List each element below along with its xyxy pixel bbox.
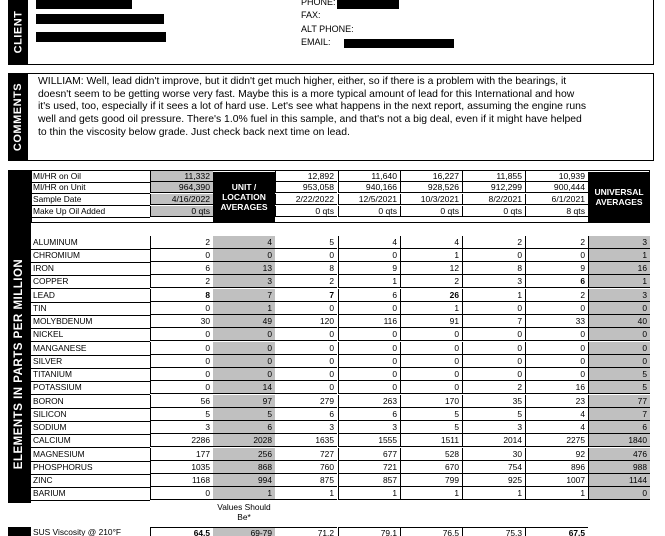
element-history: 4 — [525, 421, 588, 434]
header-history-unit: 928,526 — [400, 182, 462, 193]
element-history: 1 — [525, 487, 588, 500]
header-history-oil: 16,227 — [400, 171, 462, 182]
element-current: 0 — [150, 342, 213, 355]
element-history: 5 — [462, 408, 525, 421]
header-history-date: 2/22/2022 — [275, 194, 337, 205]
element-unit-average: 2028 — [213, 434, 275, 447]
element-history: 754 — [462, 461, 525, 474]
element-current: 2 — [150, 275, 213, 288]
viscosity-history: 79.1 — [338, 527, 400, 536]
element-history: 30 — [462, 448, 525, 461]
element-history: 6 — [338, 289, 400, 302]
element-history: 5 — [400, 408, 462, 421]
element-universal-average: 7 — [588, 408, 650, 421]
element-current: 0 — [150, 302, 213, 315]
element-name-magnesium: MAGNESIUM — [33, 449, 85, 459]
element-history: 5 — [400, 421, 462, 434]
element-current: 2 — [150, 236, 213, 249]
element-history: 0 — [525, 342, 588, 355]
element-name-potassium: POTASSIUM — [33, 382, 82, 392]
viscosity-history: 75.3 — [462, 527, 525, 536]
element-name-iron: IRON — [33, 263, 54, 273]
redacted-email — [344, 39, 454, 48]
element-history: 7 — [275, 289, 337, 302]
element-history: 279 — [275, 395, 337, 408]
element-universal-average: 1144 — [588, 474, 650, 487]
element-history: 92 — [525, 448, 588, 461]
element-universal-average: 16 — [588, 262, 650, 275]
viscosity-label: SUS Viscosity @ 210°F — [33, 527, 122, 536]
element-unit-average: 97 — [213, 395, 275, 408]
header-history-oil: 11,855 — [462, 171, 525, 182]
header-row-label: Sample Date — [33, 194, 82, 204]
element-history: 1 — [462, 289, 525, 302]
header-history-oil: 10,939 — [525, 171, 588, 182]
element-history: 120 — [275, 315, 337, 328]
element-history: 1555 — [338, 434, 400, 447]
header-row-label: Make Up Oil Added — [33, 206, 106, 216]
element-unit-average: 0 — [213, 355, 275, 368]
element-history: 0 — [275, 328, 337, 341]
header-history-unit: 900,444 — [525, 182, 588, 193]
element-name-sodium: SODIUM — [33, 422, 67, 432]
redacted-client-city — [36, 32, 166, 42]
element-history: 4 — [525, 408, 588, 421]
element-unit-average: 13 — [213, 262, 275, 275]
viscosity-history: 67.5 — [525, 527, 588, 536]
element-history: 0 — [462, 368, 525, 381]
element-history: 9 — [525, 262, 588, 275]
element-unit-average: 5 — [213, 408, 275, 421]
element-unit-average: 0 — [213, 368, 275, 381]
element-history: 3 — [462, 275, 525, 288]
element-history: 0 — [400, 381, 462, 394]
element-history: 9 — [338, 262, 400, 275]
element-current: 2286 — [150, 434, 213, 447]
element-history: 0 — [338, 381, 400, 394]
element-history: 2 — [462, 236, 525, 249]
element-history: 1511 — [400, 434, 462, 447]
element-current: 1035 — [150, 461, 213, 474]
element-universal-average: 77 — [588, 395, 650, 408]
element-history: 2 — [525, 289, 588, 302]
redacted-client-address — [36, 14, 164, 24]
element-history: 33 — [525, 315, 588, 328]
element-current: 3 — [150, 421, 213, 434]
element-history: 35 — [462, 395, 525, 408]
element-history: 1007 — [525, 474, 588, 487]
header-current-unit: 964,390 — [150, 182, 213, 193]
header-history-makeup: 0 qts — [462, 206, 525, 217]
element-history: 0 — [338, 368, 400, 381]
element-history: 0 — [338, 328, 400, 341]
viscosity-should-be: 69-79 — [213, 527, 275, 536]
element-history: 0 — [462, 249, 525, 262]
element-universal-average: 0 — [588, 355, 650, 368]
element-name-molybdenum: MOLYBDENUM — [33, 316, 93, 326]
element-history: 0 — [338, 249, 400, 262]
element-history: 2 — [462, 381, 525, 394]
header-history-date: 8/2/2021 — [462, 194, 525, 205]
comments-label: COMMENTS — [8, 73, 28, 161]
element-unit-average: 4 — [213, 236, 275, 249]
element-universal-average: 0 — [588, 342, 650, 355]
element-unit-average: 3 — [213, 275, 275, 288]
element-universal-average: 0 — [588, 328, 650, 341]
element-history: 16 — [525, 381, 588, 394]
element-universal-average: 988 — [588, 461, 650, 474]
element-history: 0 — [462, 342, 525, 355]
element-history: 1 — [400, 487, 462, 500]
element-history: 7 — [462, 315, 525, 328]
universal-averages-header: UNIVERSAL AVERAGES — [588, 172, 650, 222]
header-current-date: 4/16/2022 — [150, 194, 213, 205]
element-history: 528 — [400, 448, 462, 461]
element-universal-average: 1840 — [588, 434, 650, 447]
element-universal-average: 3 — [588, 236, 650, 249]
element-history: 8 — [275, 262, 337, 275]
element-current: 1168 — [150, 474, 213, 487]
element-history: 0 — [462, 355, 525, 368]
element-history: 0 — [338, 355, 400, 368]
element-name-calcium: CALCIUM — [33, 435, 71, 445]
elements-label: ELEMENTS IN PARTS PER MILLION — [13, 258, 26, 470]
element-universal-average: 40 — [588, 315, 650, 328]
element-unit-average: 256 — [213, 448, 275, 461]
comments-text: WILLIAM: Well, lead didn't improve, but it didn't get much higher, either, so if there is a problem with the bearings, it doesn't seem to be getting worse very fast. Maybe this is a more typical amount of lead for this International and how it's used, too, especially if it sees a lot of hard use. Let's see what happens in the next report, assuming the engine runs well and gets good oil pressure. There's 1.0% fuel in this sample, and that's not a big deal, even if it might have helped to thin the viscosity below grade. Just check back next time on lead. — [38, 76, 587, 138]
element-history: 0 — [400, 368, 462, 381]
alt-phone-label: ALT PHONE: — [301, 24, 354, 34]
element-history: 0 — [338, 302, 400, 315]
element-history: 1635 — [275, 434, 337, 447]
element-universal-average: 0 — [588, 302, 650, 315]
element-universal-average: 5 — [588, 368, 650, 381]
element-history: 1 — [400, 302, 462, 315]
element-current: 0 — [150, 381, 213, 394]
element-history: 0 — [400, 342, 462, 355]
element-unit-average: 0 — [213, 249, 275, 262]
element-name-boron: BORON — [33, 396, 64, 406]
element-name-aluminum: ALUMINUM — [33, 237, 78, 247]
element-universal-average: 0 — [588, 487, 650, 500]
element-unit-average: 7 — [213, 289, 275, 302]
element-history: 26 — [400, 289, 462, 302]
element-current: 56 — [150, 395, 213, 408]
viscosity-current: 64.5 — [150, 527, 213, 536]
phone-label: PHONE: — [301, 0, 336, 7]
header-history-makeup: 0 qts — [275, 206, 337, 217]
element-unit-average: 0 — [213, 342, 275, 355]
element-history: 670 — [400, 461, 462, 474]
element-current: 0 — [150, 328, 213, 341]
header-history-unit: 912,299 — [462, 182, 525, 193]
header-history-oil: 12,892 — [275, 171, 337, 182]
element-history: 727 — [275, 448, 337, 461]
header-side-block — [8, 170, 31, 225]
element-universal-average: 1 — [588, 275, 650, 288]
element-history: 0 — [275, 342, 337, 355]
element-history: 0 — [525, 328, 588, 341]
element-history: 8 — [462, 262, 525, 275]
element-unit-average: 49 — [213, 315, 275, 328]
element-name-nickel: NICKEL — [33, 329, 64, 339]
unit-location-averages-header: UNIT / LOCATION AVERAGES — [213, 172, 275, 222]
element-history: 23 — [525, 395, 588, 408]
element-name-tin: TIN — [33, 303, 47, 313]
element-name-silver: SILVER — [33, 356, 63, 366]
element-history: 4 — [400, 236, 462, 249]
redacted-phone — [337, 0, 399, 9]
values-should-be-label: Values Should Be* — [217, 502, 271, 522]
element-name-barium: BARIUM — [33, 488, 66, 498]
fax-label: FAX: — [301, 10, 321, 20]
header-current-makeup: 0 qts — [150, 206, 213, 217]
element-history: 0 — [275, 355, 337, 368]
header-history-unit: 940,166 — [338, 182, 400, 193]
element-current: 0 — [150, 487, 213, 500]
element-history: 721 — [338, 461, 400, 474]
element-history: 1 — [338, 487, 400, 500]
element-history: 0 — [275, 249, 337, 262]
element-history: 3 — [462, 421, 525, 434]
element-history: 0 — [275, 381, 337, 394]
element-unit-average: 994 — [213, 474, 275, 487]
element-universal-average: 476 — [588, 448, 650, 461]
element-current: 8 — [150, 289, 213, 302]
element-history: 925 — [462, 474, 525, 487]
element-history: 6 — [275, 408, 337, 421]
element-universal-average: 3 — [588, 289, 650, 302]
element-history: 857 — [338, 474, 400, 487]
element-history: 2 — [275, 275, 337, 288]
header-row-divider — [31, 217, 150, 218]
element-history: 0 — [525, 302, 588, 315]
element-history: 2 — [400, 275, 462, 288]
element-unit-average: 1 — [213, 302, 275, 315]
element-history: 170 — [400, 395, 462, 408]
element-history: 0 — [525, 355, 588, 368]
element-unit-average: 0 — [213, 328, 275, 341]
element-history: 0 — [462, 328, 525, 341]
element-history: 4 — [338, 236, 400, 249]
element-name-manganese: MANGANESE — [33, 343, 87, 353]
viscosity-side-block — [8, 527, 31, 536]
element-history: 0 — [338, 342, 400, 355]
element-history: 3 — [338, 421, 400, 434]
element-current: 0 — [150, 249, 213, 262]
element-history: 677 — [338, 448, 400, 461]
element-history: 6 — [338, 408, 400, 421]
element-unit-average: 868 — [213, 461, 275, 474]
redacted-client-name — [36, 0, 132, 9]
element-history: 0 — [525, 368, 588, 381]
element-history: 2275 — [525, 434, 588, 447]
header-row-label: MI/HR on Oil — [33, 171, 81, 181]
element-history: 116 — [338, 315, 400, 328]
header-history-unit: 953,058 — [275, 182, 337, 193]
element-row-divider — [31, 500, 150, 501]
element-history: 2014 — [462, 434, 525, 447]
element-history: 0 — [525, 249, 588, 262]
element-name-lead: LEAD — [33, 290, 55, 300]
element-current: 6 — [150, 262, 213, 275]
header-history-date: 6/1/2021 — [525, 194, 588, 205]
header-row-label: MI/HR on Unit — [33, 182, 86, 192]
header-history-oil: 11,640 — [338, 171, 400, 182]
element-name-copper: COPPER — [33, 276, 69, 286]
viscosity-history: 71.2 — [275, 527, 337, 536]
element-history: 3 — [275, 421, 337, 434]
element-universal-average: 1 — [588, 249, 650, 262]
element-history: 1 — [400, 249, 462, 262]
element-history: 91 — [400, 315, 462, 328]
element-history: 0 — [400, 328, 462, 341]
header-history-makeup: 0 qts — [400, 206, 462, 217]
element-history: 1 — [275, 487, 337, 500]
element-name-titanium: TITANIUM — [33, 369, 72, 379]
email-label: EMAIL: — [301, 37, 331, 47]
header-history-makeup: 8 qts — [525, 206, 588, 217]
element-name-zinc: ZINC — [33, 475, 53, 485]
element-history: 263 — [338, 395, 400, 408]
element-history: 0 — [462, 302, 525, 315]
header-history-date: 12/5/2021 — [338, 194, 400, 205]
element-universal-average: 6 — [588, 421, 650, 434]
element-unit-average: 14 — [213, 381, 275, 394]
viscosity-history: 76.5 — [400, 527, 462, 536]
element-history: 0 — [400, 355, 462, 368]
element-unit-average: 1 — [213, 487, 275, 500]
header-history-date: 10/3/2021 — [400, 194, 462, 205]
element-history: 0 — [275, 302, 337, 315]
header-history-makeup: 0 qts — [338, 206, 400, 217]
element-current: 5 — [150, 408, 213, 421]
element-current: 0 — [150, 368, 213, 381]
element-history: 5 — [275, 236, 337, 249]
element-history: 760 — [275, 461, 337, 474]
element-history: 1 — [462, 487, 525, 500]
element-history: 12 — [400, 262, 462, 275]
element-name-phosphorus: PHOSPHORUS — [33, 462, 93, 472]
element-history: 6 — [525, 275, 588, 288]
element-history: 875 — [275, 474, 337, 487]
element-history: 799 — [400, 474, 462, 487]
element-history: 2 — [525, 236, 588, 249]
element-unit-average: 6 — [213, 421, 275, 434]
element-history: 896 — [525, 461, 588, 474]
element-history: 0 — [275, 368, 337, 381]
header-current-oil: 11,332 — [150, 171, 213, 182]
element-name-silicon: SILICON — [33, 409, 67, 419]
element-current: 177 — [150, 448, 213, 461]
element-name-chromium: CHROMIUM — [33, 250, 80, 260]
element-universal-average: 5 — [588, 381, 650, 394]
element-current: 0 — [150, 355, 213, 368]
element-current: 30 — [150, 315, 213, 328]
element-history: 1 — [338, 275, 400, 288]
client-label: CLIENT — [8, 0, 28, 64]
